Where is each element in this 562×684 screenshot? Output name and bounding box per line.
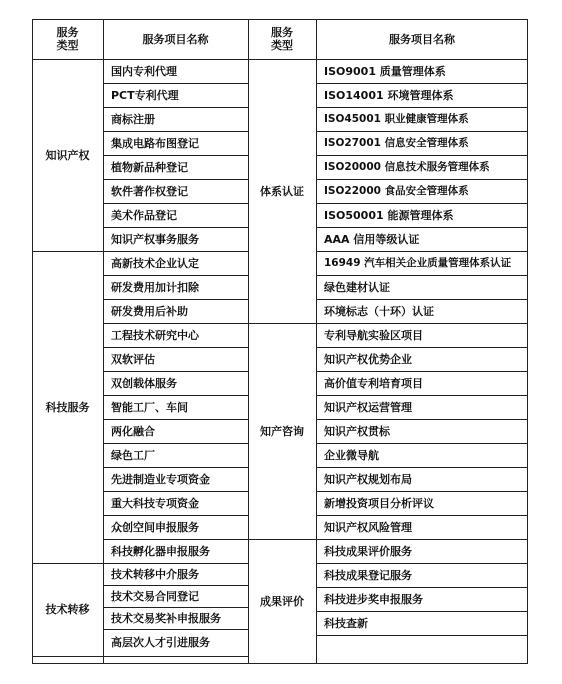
service-item: 科技成果登记服务	[324, 568, 412, 582]
service-item: 科技进步奖申报服务	[324, 592, 423, 606]
service-item: 高新技术企业认定	[111, 256, 199, 270]
table-horizontal-rule	[32, 19, 528, 20]
service-item: 知识产权事务服务	[111, 232, 199, 246]
header-line: 类型	[56, 39, 79, 52]
service-item: 双软评估	[111, 352, 155, 366]
service-item: 知识产权优势企业	[324, 352, 412, 366]
service-item: AAA 信用等级认证	[324, 232, 420, 246]
header-item-name-left: 服务项目名称	[142, 32, 209, 46]
service-item: 软件著作权登记	[111, 184, 188, 198]
service-item: ISO50001 能源管理体系	[324, 208, 454, 222]
service-type-left-1: 科技服务	[45, 400, 90, 414]
header-service-type-left	[32, 19, 103, 59]
service-item: 研发费用后补助	[111, 304, 188, 318]
service-item: 绿色建材认证	[324, 280, 390, 294]
service-type-right-2: 成果评价	[260, 595, 304, 608]
service-item: 众创空间申报服务	[111, 520, 199, 534]
service-item: PCT专利代理	[111, 88, 179, 102]
service-item: 技术交易合同登记	[111, 589, 199, 603]
service-item: 工程技术研究中心	[111, 328, 199, 342]
service-item: 技术转移中介服务	[111, 567, 199, 581]
service-item: 企业微导航	[324, 448, 379, 462]
service-item: 16949 汽车相关企业质量管理体系认证	[324, 256, 512, 269]
table-horizontal-rule	[32, 656, 248, 657]
service-item: 两化融合	[111, 424, 155, 438]
service-item: 智能工厂、车间	[111, 400, 188, 414]
service-item: 环境标志（十环）认证	[324, 304, 434, 318]
service-type-right-0: 体系认证	[260, 184, 304, 198]
service-type-right-1: 知产咨询	[260, 424, 304, 438]
service-item: ISO27001 信息安全管理体系	[324, 136, 469, 149]
service-item: 重大科技专项资金	[111, 496, 199, 510]
service-item: ISO20000 信息技术服务管理体系	[324, 160, 490, 173]
service-item: 科技查新	[324, 616, 368, 630]
service-item: 技术交易奖补申报服务	[111, 611, 221, 625]
header-line: 服务	[56, 26, 79, 39]
service-item: ISO14001 环境管理体系	[324, 88, 454, 102]
service-item: 知识产权运营管理	[324, 400, 412, 414]
service-item: 科技成果评价服务	[324, 544, 412, 558]
header-service-type-right	[248, 19, 316, 59]
service-type-left-2: 技术转移	[45, 603, 90, 616]
service-item: 知识产权贯标	[324, 424, 390, 438]
service-item: 新增投资项目分析评议	[324, 496, 434, 510]
service-item: 绿色工厂	[111, 448, 155, 462]
service-item: ISO9001 质量管理体系	[324, 64, 446, 78]
service-item: 商标注册	[111, 112, 155, 126]
service-item: ISO45001 职业健康管理体系	[324, 112, 469, 125]
header-line: 服务	[271, 26, 293, 39]
service-item	[316, 635, 528, 664]
service-item: 高价值专利培育项目	[324, 376, 423, 390]
service-item: 国内专利代理	[111, 64, 177, 78]
service-item: 美术作品登记	[111, 208, 177, 222]
service-item: 专利导航实验区项目	[324, 328, 423, 342]
service-item: 知识产权风险管理	[324, 520, 412, 534]
service-type-left-0: 知识产权	[45, 148, 90, 162]
service-item: 知识产权规划布局	[324, 472, 412, 486]
service-item: 研发费用加计扣除	[111, 280, 199, 294]
header-line: 类型	[271, 39, 293, 52]
service-item: 先进制造业专项资金	[111, 472, 210, 486]
service-item: 集成电路布图登记	[111, 136, 199, 150]
service-item: 高层次人才引进服务	[111, 636, 210, 649]
service-item: ISO22000 食品安全管理体系	[324, 184, 469, 197]
service-table	[32, 19, 528, 664]
header-item-name-right: 服务项目名称	[389, 32, 455, 46]
service-item: 科技孵化器申报服务	[111, 544, 210, 558]
service-item: 植物新品种登记	[111, 160, 188, 174]
service-item: 双创载体服务	[111, 376, 177, 390]
